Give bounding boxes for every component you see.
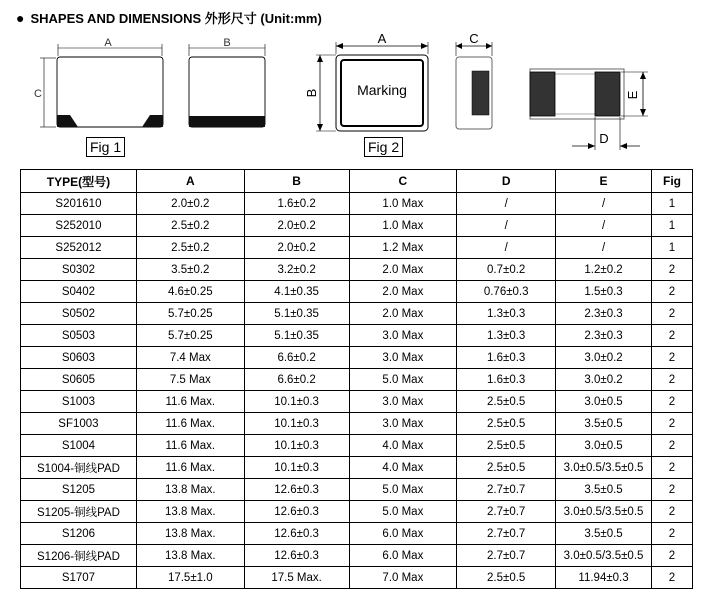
bullet-icon: ● xyxy=(16,10,25,26)
cell-b: 17.5 Max. xyxy=(244,567,349,589)
table-row xyxy=(21,457,693,479)
cell-b: 12.6±0.3 xyxy=(244,523,349,545)
cell-b: 4.1±0.35 xyxy=(244,281,349,303)
fig2-top-view xyxy=(336,55,428,131)
cell-e: 3.5±0.5 xyxy=(556,413,652,435)
cell-fig: 2 xyxy=(652,369,693,391)
cell-fig: 1 xyxy=(652,237,693,259)
cell-d: 2.7±0.7 xyxy=(457,501,556,523)
fig2-label-a: A xyxy=(377,31,387,46)
cell-b: 1.6±0.2 xyxy=(244,193,349,215)
cell-c: 5.0 Max xyxy=(349,369,457,391)
cell-d: / xyxy=(457,193,556,215)
cell-a: 11.6 Max. xyxy=(136,457,244,479)
cell-d: 0.76±0.3 xyxy=(457,281,556,303)
cell-a: 13.8 Max. xyxy=(136,479,244,501)
cell-e: 3.0±0.2 xyxy=(556,347,652,369)
cell-b: 12.6±0.3 xyxy=(244,501,349,523)
table-row xyxy=(21,369,693,391)
table-row xyxy=(21,545,693,567)
cell-type: SF1003 xyxy=(21,413,137,435)
fig2-side-view xyxy=(456,57,492,129)
cell-d: / xyxy=(457,215,556,237)
cell-c: 3.0 Max xyxy=(349,413,457,435)
cell-c: 1.0 Max xyxy=(349,193,457,215)
cell-b: 2.0±0.2 xyxy=(244,215,349,237)
cell-e: 3.0±0.5/3.5±0.5 xyxy=(556,501,652,523)
cell-type: S0503 xyxy=(21,325,137,347)
table-row xyxy=(21,281,693,303)
cell-c: 2.0 Max xyxy=(349,259,457,281)
cell-a: 3.5±0.2 xyxy=(136,259,244,281)
cell-d: 1.3±0.3 xyxy=(457,325,556,347)
cell-fig: 2 xyxy=(652,347,693,369)
table-row xyxy=(21,501,693,523)
cell-fig: 2 xyxy=(652,567,693,589)
cell-type: S0502 xyxy=(21,303,137,325)
fig2-label-d: D xyxy=(599,131,609,146)
cell-c: 2.0 Max xyxy=(349,303,457,325)
cell-b: 5.1±0.35 xyxy=(244,325,349,347)
table-row xyxy=(21,413,693,435)
cell-e: 1.2±0.2 xyxy=(556,259,652,281)
table-row xyxy=(21,523,693,545)
cell-e: / xyxy=(556,237,652,259)
fig1-label-c: C xyxy=(34,88,42,100)
cell-e: 3.0±0.5 xyxy=(556,435,652,457)
cell-e: 3.0±0.5/3.5±0.5 xyxy=(556,457,652,479)
cell-b: 10.1±0.3 xyxy=(244,391,349,413)
fig2-dim-b xyxy=(304,55,336,131)
cell-type: S252010 xyxy=(21,215,137,237)
cell-b: 10.1±0.3 xyxy=(244,413,349,435)
cell-b: 6.6±0.2 xyxy=(244,369,349,391)
fig1-side-view xyxy=(189,57,265,127)
column-header-e: E xyxy=(556,170,652,193)
fig2-dim-c xyxy=(456,31,492,56)
cell-d: 2.5±0.5 xyxy=(457,567,556,589)
cell-fig: 2 xyxy=(652,259,693,281)
fig1-dim-c xyxy=(34,58,56,127)
cell-d: / xyxy=(457,237,556,259)
cell-b: 3.2±0.2 xyxy=(244,259,349,281)
table-row xyxy=(21,391,693,413)
column-header-d: D xyxy=(457,170,556,193)
cell-d: 2.7±0.7 xyxy=(457,523,556,545)
cell-fig: 2 xyxy=(652,545,693,567)
section-title: SHAPES AND DIMENSIONS 外形尺寸 (Unit:mm) xyxy=(30,11,322,26)
cell-c: 4.0 Max xyxy=(349,435,457,457)
cell-c: 7.0 Max xyxy=(349,567,457,589)
cell-d: 2.7±0.7 xyxy=(457,479,556,501)
cell-c: 1.0 Max xyxy=(349,215,457,237)
column-header-type: TYPE(型号) xyxy=(21,170,137,193)
cell-c: 6.0 Max xyxy=(349,523,457,545)
cell-a: 5.7±0.25 xyxy=(136,325,244,347)
table-body xyxy=(21,193,693,589)
cell-b: 12.6±0.3 xyxy=(244,479,349,501)
cell-fig: 2 xyxy=(652,391,693,413)
column-header-fig: Fig xyxy=(652,170,693,193)
fig2-label-c: C xyxy=(469,31,479,46)
cell-c: 3.0 Max xyxy=(349,391,457,413)
fig1-label-a: A xyxy=(104,37,112,49)
cell-a: 11.6 Max. xyxy=(136,413,244,435)
cell-fig: 2 xyxy=(652,523,693,545)
cell-e: 3.0±0.5 xyxy=(556,391,652,413)
table-row xyxy=(21,567,693,589)
fig2-label: Fig 2 xyxy=(364,137,403,157)
cell-fig: 2 xyxy=(652,501,693,523)
cell-d: 1.6±0.3 xyxy=(457,369,556,391)
cell-d: 2.5±0.5 xyxy=(457,457,556,479)
cell-a: 2.0±0.2 xyxy=(136,193,244,215)
cell-type: S1707 xyxy=(21,567,137,589)
table-row xyxy=(21,237,693,259)
table-row xyxy=(21,259,693,281)
cell-type: S0302 xyxy=(21,259,137,281)
cell-b: 10.1±0.3 xyxy=(244,457,349,479)
table-header-row xyxy=(21,170,693,193)
table-row xyxy=(21,325,693,347)
cell-e: / xyxy=(556,215,652,237)
dimensions-table xyxy=(20,169,693,589)
fig1-label: Fig 1 xyxy=(86,137,125,157)
cell-type: S1003 xyxy=(21,391,137,413)
cell-fig: 2 xyxy=(652,435,693,457)
cell-c: 4.0 Max xyxy=(349,457,457,479)
cell-d: 2.5±0.5 xyxy=(457,435,556,457)
cell-e: 11.94±0.3 xyxy=(556,567,652,589)
cell-e: 2.3±0.3 xyxy=(556,303,652,325)
cell-a: 17.5±1.0 xyxy=(136,567,244,589)
table-row xyxy=(21,435,693,457)
cell-fig: 1 xyxy=(652,215,693,237)
cell-fig: 2 xyxy=(652,457,693,479)
cell-fig: 2 xyxy=(652,413,693,435)
cell-b: 12.6±0.3 xyxy=(244,545,349,567)
cell-type: S1205-铜线PAD xyxy=(21,501,137,523)
cell-c: 1.2 Max xyxy=(349,237,457,259)
cell-d: 2.5±0.5 xyxy=(457,391,556,413)
cell-type: S1004-铜线PAD xyxy=(21,457,137,479)
table-row xyxy=(21,479,693,501)
cell-e: 3.5±0.5 xyxy=(556,479,652,501)
cell-b: 2.0±0.2 xyxy=(244,237,349,259)
cell-type: S0402 xyxy=(21,281,137,303)
cell-c: 6.0 Max xyxy=(349,545,457,567)
cell-a: 2.5±0.2 xyxy=(136,215,244,237)
cell-type: S1206-铜线PAD xyxy=(21,545,137,567)
cell-b: 5.1±0.35 xyxy=(244,303,349,325)
cell-type: S1004 xyxy=(21,435,137,457)
fig2-dim-d xyxy=(572,117,640,150)
cell-type: S1205 xyxy=(21,479,137,501)
cell-e: 3.0±0.5/3.5±0.5 xyxy=(556,545,652,567)
cell-a: 11.6 Max. xyxy=(136,391,244,413)
fig1-front-view xyxy=(57,57,163,127)
cell-fig: 2 xyxy=(652,303,693,325)
cell-a: 2.5±0.2 xyxy=(136,237,244,259)
cell-a: 4.6±0.25 xyxy=(136,281,244,303)
cell-a: 11.6 Max. xyxy=(136,435,244,457)
cell-e: 3.0±0.2 xyxy=(556,369,652,391)
fig2-dim-a xyxy=(336,31,428,54)
cell-a: 13.8 Max. xyxy=(136,545,244,567)
cell-d: 0.7±0.2 xyxy=(457,259,556,281)
fig2-label-b: B xyxy=(304,88,319,98)
cell-c: 3.0 Max xyxy=(349,325,457,347)
cell-a: 7.5 Max xyxy=(136,369,244,391)
cell-e: 2.3±0.3 xyxy=(556,325,652,347)
fig1-label-b: B xyxy=(223,37,231,49)
fig2-bottom-view xyxy=(530,69,624,119)
fig2-marking-text: Marking xyxy=(357,82,407,98)
cell-b: 10.1±0.3 xyxy=(244,435,349,457)
cell-b: 6.6±0.2 xyxy=(244,347,349,369)
fig1-dim-a xyxy=(58,37,162,56)
table-row xyxy=(21,193,693,215)
cell-d: 2.7±0.7 xyxy=(457,545,556,567)
cell-c: 2.0 Max xyxy=(349,281,457,303)
cell-c: 5.0 Max xyxy=(349,479,457,501)
cell-d: 1.6±0.3 xyxy=(457,347,556,369)
fig2-label-e: E xyxy=(625,90,640,100)
cell-type: S201610 xyxy=(21,193,137,215)
cell-e: / xyxy=(556,193,652,215)
cell-fig: 1 xyxy=(652,193,693,215)
fig2-dim-e xyxy=(621,72,648,116)
cell-fig: 2 xyxy=(652,325,693,347)
cell-e: 1.5±0.3 xyxy=(556,281,652,303)
cell-d: 2.5±0.5 xyxy=(457,413,556,435)
cell-e: 3.5±0.5 xyxy=(556,523,652,545)
table-row xyxy=(21,215,693,237)
table-row xyxy=(21,303,693,325)
cell-a: 13.8 Max. xyxy=(136,523,244,545)
fig1-dim-b xyxy=(189,37,265,56)
cell-a: 7.4 Max xyxy=(136,347,244,369)
column-header-b: B xyxy=(244,170,349,193)
cell-c: 5.0 Max xyxy=(349,501,457,523)
cell-a: 5.7±0.25 xyxy=(136,303,244,325)
cell-a: 13.8 Max. xyxy=(136,501,244,523)
cell-type: S252012 xyxy=(21,237,137,259)
cell-type: S1206 xyxy=(21,523,137,545)
cell-type: S0603 xyxy=(21,347,137,369)
cell-fig: 2 xyxy=(652,479,693,501)
table-row xyxy=(21,347,693,369)
cell-d: 1.3±0.3 xyxy=(457,303,556,325)
cell-fig: 2 xyxy=(652,281,693,303)
column-header-c: C xyxy=(349,170,457,193)
cell-c: 3.0 Max xyxy=(349,347,457,369)
cell-type: S0605 xyxy=(21,369,137,391)
column-header-a: A xyxy=(136,170,244,193)
